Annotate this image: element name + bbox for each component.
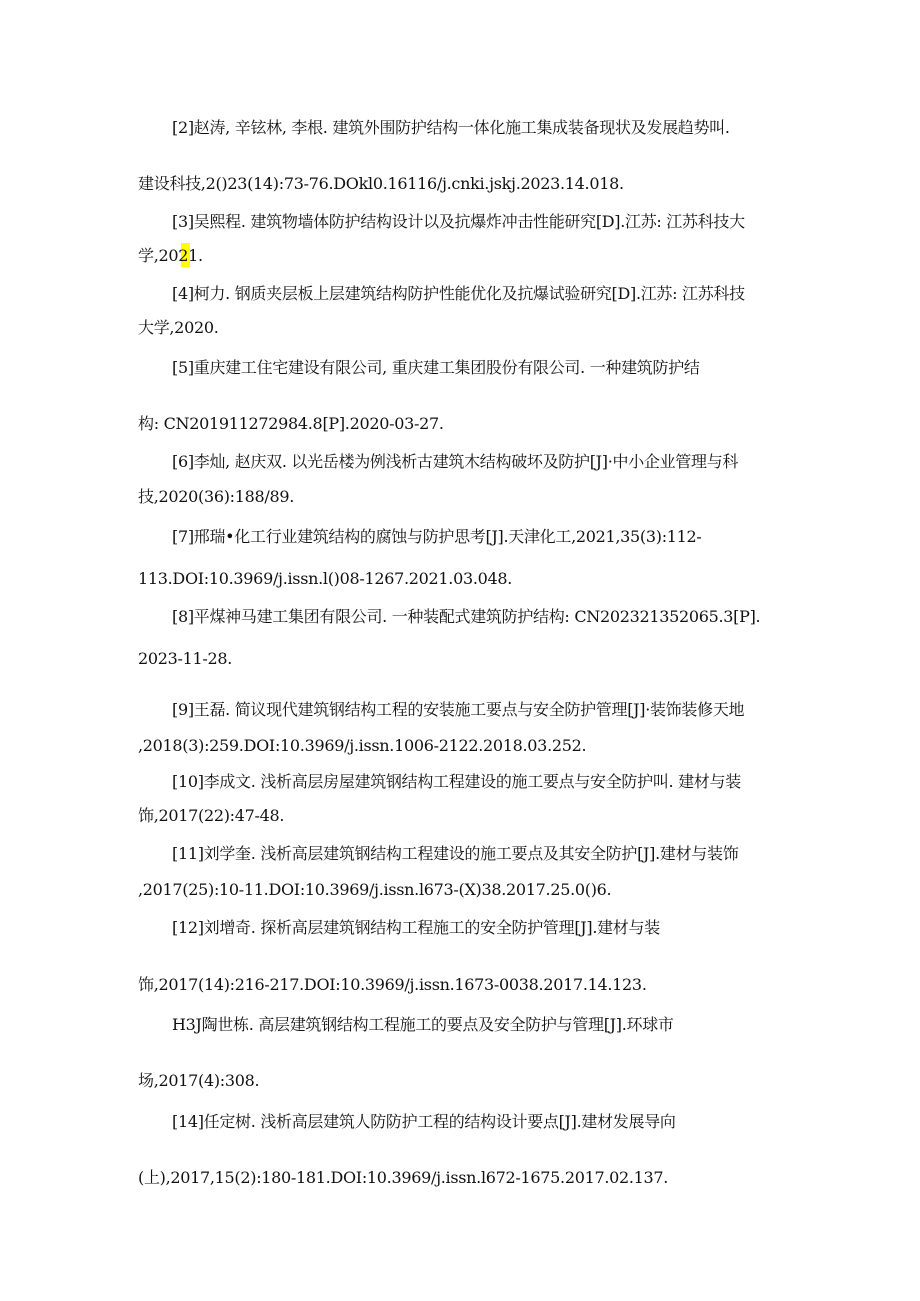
reference-4-line-2: 大学,2020. xyxy=(138,318,219,337)
reference-14-line-2: (上),2017,15(2):180-181.DOI:10.3969/j.issn.l672-1675.2017.02.137. xyxy=(138,1168,669,1187)
reference-7-line-2: 113.DOI:10.3969/j.issn.l()08-1267.2021.03.048. xyxy=(138,569,513,588)
reference-14-line-1: [14]任定树. 浅析高层建筑人防防护工程的结构设计要点[J].建材发展导向 xyxy=(172,1112,676,1131)
reference-13-line-2: 场,2017(4):308. xyxy=(138,1071,260,1090)
reference-3-line-1: [3]吴熙程. 建筑物墙体防护结构设计以及抗爆炸冲击性能研究[D].江苏: 江苏科技大 xyxy=(172,212,745,231)
reference-11-line-2: ,2017(25):10-11.DOI:10.3969/j.issn.l673-(X)38.2017.25.0()6. xyxy=(138,880,612,899)
reference-10-line-2: 饰,2017(22):47-48. xyxy=(138,806,285,825)
reference-3-line-2: 学,2021. xyxy=(138,246,203,265)
reference-12-line-1: [12]刘增奇. 探析高层建筑钢结构工程施工的安全防护管理[J].建材与装 xyxy=(172,918,660,937)
reference-8-line-2: 2023-11-28. xyxy=(138,649,233,668)
reference-7-line-1: [7]邢瑞•化工行业建筑结构的腐蚀与防护思考[J].天津化工,2021,35(3):112- xyxy=(172,527,702,546)
reference-9-line-2: ,2018(3):259.DOI:10.3969/j.issn.1006-2122.2018.03.252. xyxy=(138,736,587,755)
reference-9-line-1: [9]王磊. 简议现代建筑钢结构工程的安装施工要点与安全防护管理[J]·装饰装修天地 xyxy=(172,700,745,719)
reference-2-line-1: [2]赵涛, 辛铉林, 李根. 建筑外围防护结构一体化施工集成装备现状及发展趋势叫. xyxy=(172,118,730,137)
reference-12-line-2: 饰,2017(14):216-217.DOI:10.3969/j.issn.1673-0038.2017.14.123. xyxy=(138,975,647,994)
reference-10-line-1: [10]李成文. 浅析高层房屋建筑钢结构工程建设的施工要点与安全防护叫. 建材与装 xyxy=(172,772,741,791)
reference-5-line-2: 构: CN201911272984.8[P].2020-03-27. xyxy=(138,414,444,433)
reference-4-line-1: [4]柯力. 钢质夹层板上层建筑结构防护性能优化及抗爆试验研究[D].江苏: 江苏科技 xyxy=(172,284,745,303)
reference-11-line-1: [11]刘学奎. 浅析高层建筑钢结构工程建设的施工要点及其安全防护[J].建材与装饰 xyxy=(172,844,739,863)
reference-6-line-1: [6]李灿, 赵庆双. 以光岳楼为例浅析古建筑木结构破坏及防护[J]·中小企业管理与科 xyxy=(172,452,739,471)
reference-6-line-2: 技,2020(36):188/89. xyxy=(138,487,295,506)
reference-5-line-1: [5]重庆建工住宅建设有限公司, 重庆建工集团股份有限公司. 一种建筑防护结 xyxy=(172,358,700,377)
reference-13-line-1: H3J陶世栋. 高层建筑钢结构工程施工的要点及安全防护与管理[J].环球市 xyxy=(172,1015,674,1034)
reference-8-line-1: [8]平煤神马建工集团有限公司. 一种装配式建筑防护结构: CN202321352065.3[P]. xyxy=(172,607,761,626)
reference-2-line-2: 建设科技,2()23(14):73-76.DOkl0.16116/j.cnki.jskj.2023.14.018. xyxy=(138,174,624,193)
